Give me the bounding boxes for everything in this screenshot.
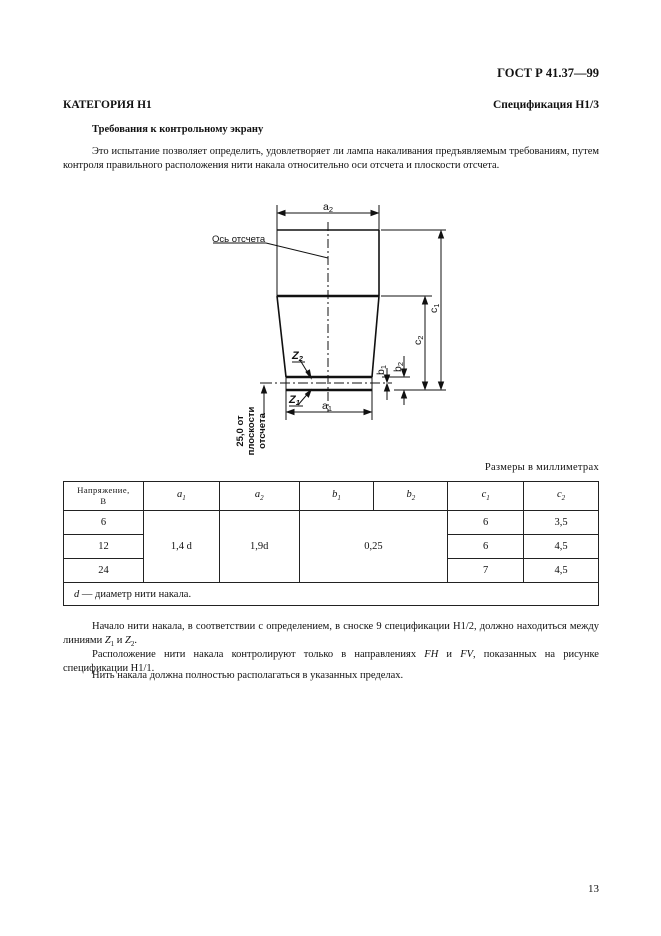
table-note: d — диаметр нити накала. xyxy=(64,583,599,606)
standard-code: ГОСТ Р 41.37—99 xyxy=(497,66,599,80)
plane-label-line-2: плоскости xyxy=(246,406,257,456)
table-note-row xyxy=(64,583,599,606)
dim-a1-label: a1 xyxy=(322,400,333,413)
paragraph-filament-position: Расположение нити накала контролируют только в направлениях FH и FV, показанных на рисунке спецификации H1/1. xyxy=(63,649,599,675)
cell-a1: 1,4 d xyxy=(143,511,219,583)
cell-voltage: 6 xyxy=(64,511,144,535)
header-c2: $c_2$ xyxy=(524,482,599,511)
specification-heading: Спецификация H1/3 xyxy=(492,99,599,111)
cell-c2: 4,5 xyxy=(524,559,599,583)
cell-a2: 1,9d xyxy=(219,511,299,583)
plane-label-line-3: отсчета xyxy=(257,413,268,449)
paragraph-filament-limits: Нить накала должна полностью располагаться в указанных пределах. xyxy=(92,670,404,681)
table-header-row xyxy=(64,482,599,511)
section-title: Требования к контрольному экрану xyxy=(92,124,264,135)
category-heading: КАТЕГОРИЯ H1 xyxy=(63,99,152,111)
dim-z1-label: Z1 xyxy=(289,394,300,407)
cell-c2: 4,5 xyxy=(524,535,599,559)
dim-a2-label: a2 xyxy=(323,201,334,214)
dim-b1-label: b1 xyxy=(375,364,388,375)
dim-c1-label: c1 xyxy=(428,303,441,313)
plane-label-line-1: 25,0 от xyxy=(235,415,246,447)
header-b2: $b_2$ xyxy=(374,482,448,511)
dim-b2-label: b2 xyxy=(392,361,405,372)
page-number: 13 xyxy=(588,883,599,895)
cell-b: 0,25 xyxy=(299,511,448,583)
dim-c2-label: c2 xyxy=(412,335,425,345)
cell-c1: 6 xyxy=(448,535,524,559)
cell-c1: 6 xyxy=(448,511,524,535)
header-a1: $a_1$ xyxy=(143,482,219,511)
cell-voltage: 24 xyxy=(64,559,144,583)
cell-c1: 7 xyxy=(448,559,524,583)
cell-voltage: 12 xyxy=(64,535,144,559)
dimensions-table xyxy=(63,481,599,606)
intro-paragraph: Это испытание позволяет определить, удовлетворяет ли лампа накаливания предъявляемым требованиям, путем контроля правильного расположения нити накала относительно оси отсчета и плоскости отсчета. xyxy=(63,146,599,172)
table-row xyxy=(64,511,599,535)
units-note: Размеры в миллиметрах xyxy=(484,462,599,473)
header-voltage: Напряжение, В xyxy=(64,482,144,511)
header-a2: $a_2$ xyxy=(219,482,299,511)
dim-z2-label: Z2 xyxy=(292,350,303,363)
header-c1: $c_1$ xyxy=(448,482,524,511)
header-b1: $b_1$ xyxy=(299,482,374,511)
paragraph-filament-start: Начало нити накала, в соответствии с определением, в сноске 9 спецификации H1/2, должно находиться между линиями $Z_1$ и $Z_2$. xyxy=(63,621,599,649)
cell-c2: 3,5 xyxy=(524,511,599,535)
reference-axis-label: Ось отсчета xyxy=(212,234,266,245)
